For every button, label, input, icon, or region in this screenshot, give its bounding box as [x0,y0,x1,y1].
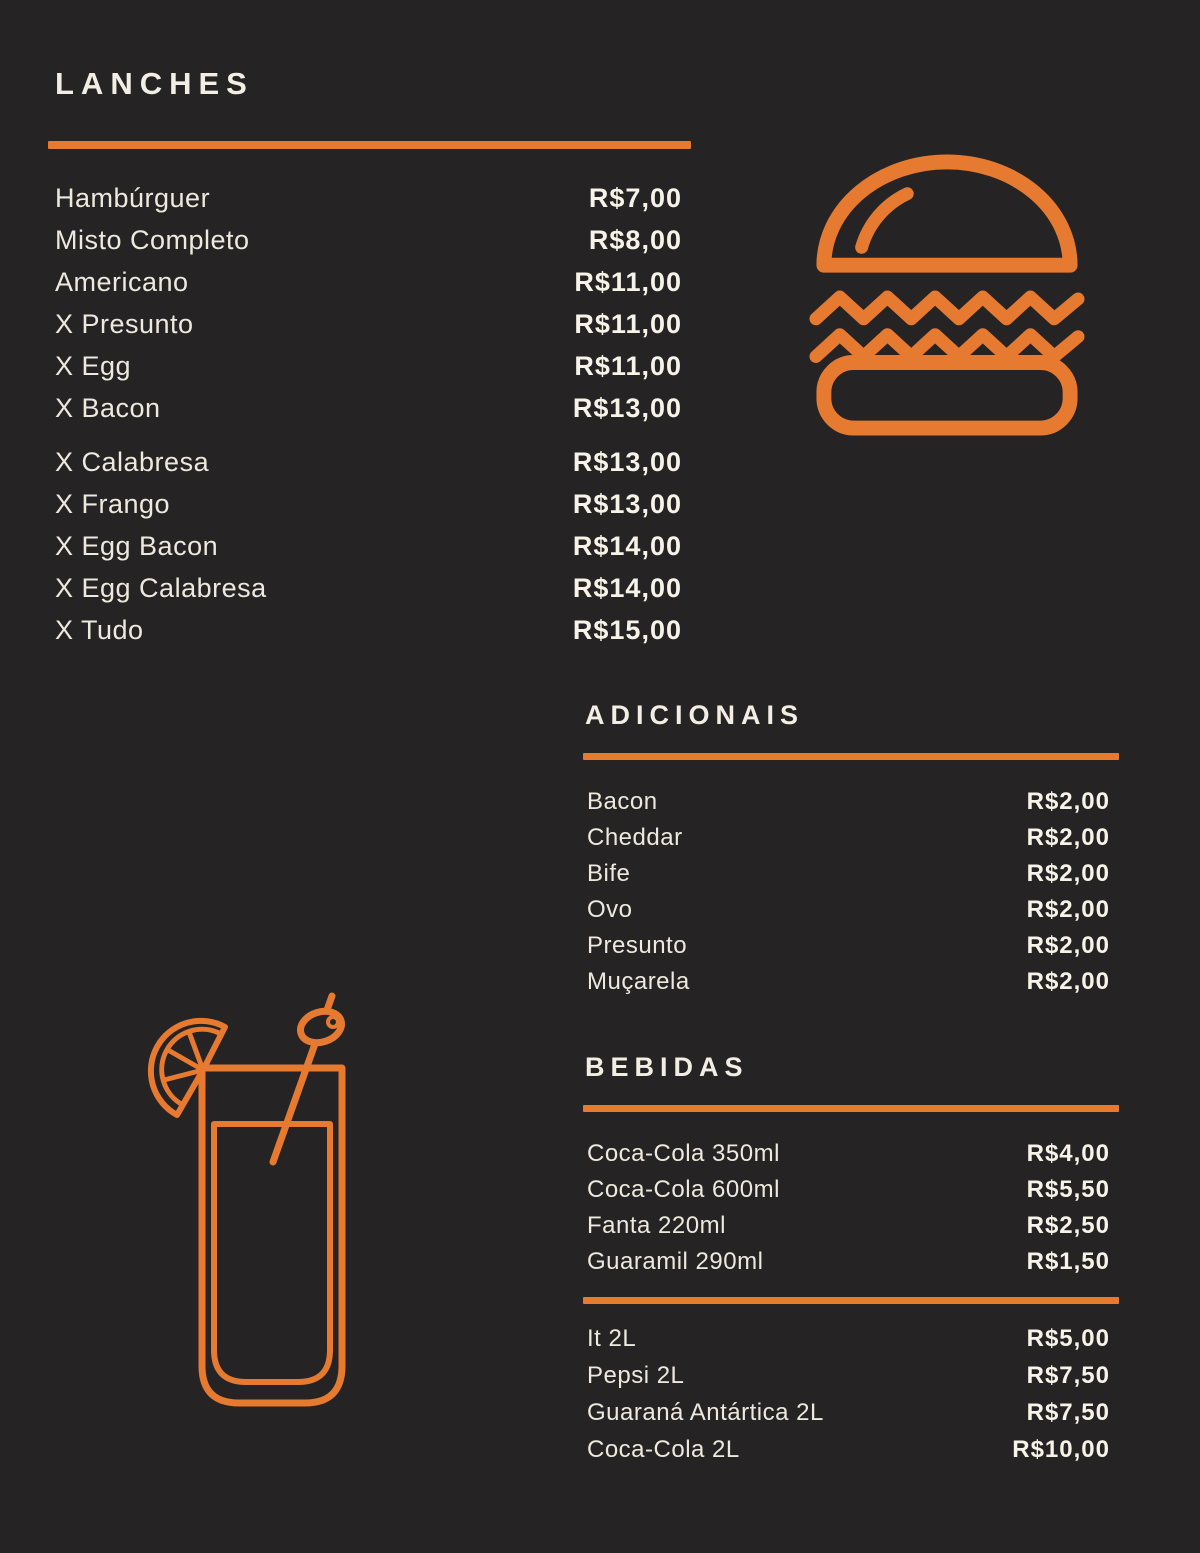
item-name: X Presunto [55,308,194,339]
menu-item-row [587,820,1110,856]
item-price: R$15,00 [572,614,682,645]
item-name: Bacon [587,788,658,815]
item-price: R$13,00 [572,488,682,519]
item-name: X Bacon [55,392,161,423]
item-name: X Egg Bacon [55,530,219,561]
menu-item-row [587,1136,1110,1172]
item-price: R$1,50 [1026,1248,1110,1275]
item-name: Americano [55,266,189,297]
item-price: R$10,00 [1012,1435,1110,1463]
lanches-list-group1 [55,177,682,429]
item-price: R$7,50 [1026,1398,1110,1426]
burger-bun-highlight [862,194,908,248]
item-name: Coca-Cola 2L [587,1435,740,1463]
item-price: R$14,00 [572,530,682,561]
item-name: Bife [587,860,631,887]
menu-item-row [55,609,682,651]
drink-glass-icon [145,990,355,1415]
glass-outline [202,1068,342,1403]
menu-item-row [55,261,682,303]
item-name: X Tudo [55,614,144,645]
item-name: Guaraná Antártica 2L [587,1398,824,1426]
menu-item-row [587,1208,1110,1244]
menu-item-row [587,892,1110,928]
lanches-divider [48,141,691,149]
item-price: R$11,00 [574,266,682,297]
olive [296,1006,345,1048]
item-price: R$2,00 [1026,824,1110,851]
item-price: R$13,00 [572,392,682,423]
adicionais-section-title: ADICIONAIS [585,700,805,730]
item-price: R$5,50 [1026,1176,1110,1203]
bebidas-divider-2 [583,1297,1119,1304]
menu-item-row [55,567,682,609]
item-name: Cheddar [587,824,683,851]
item-price: R$11,00 [574,308,682,339]
menu-item-row [55,177,682,219]
burger-icon [808,148,1086,436]
item-price: R$14,00 [572,572,682,603]
item-price: R$2,00 [1026,860,1110,887]
menu-item-row [587,856,1110,892]
item-price: R$5,00 [1026,1324,1110,1352]
menu-item-row [587,928,1110,964]
menu-item-row [55,303,682,345]
item-price: R$13,00 [572,446,682,477]
item-name: Misto Completo [55,224,250,255]
menu-item-row [587,1320,1110,1357]
adicionais-list [587,784,1110,1000]
burger-lettuce-zigzag-2 [816,335,1078,357]
item-name: Fanta 220ml [587,1212,726,1239]
burger-bottom-bun [824,362,1070,428]
menu-item-row [55,441,682,483]
item-price: R$4,00 [1026,1140,1110,1167]
item-name: X Egg [55,350,132,381]
item-name: Guaramil 290ml [587,1248,764,1275]
menu-item-row [587,1244,1110,1280]
menu-item-row [55,483,682,525]
item-name: Coca-Cola 350ml [587,1140,780,1167]
item-price: R$2,00 [1026,968,1110,995]
menu-item-row [587,1431,1110,1468]
menu-item-row [587,784,1110,820]
menu-item-row [55,387,682,429]
item-name: Presunto [587,932,688,959]
item-name: Muçarela [587,968,690,995]
item-name: X Egg Calabresa [55,572,267,603]
menu-item-row [587,1172,1110,1208]
item-price: R$2,00 [1026,932,1110,959]
item-price: R$7,50 [1026,1361,1110,1389]
menu-item-row [55,525,682,567]
bebidas-divider-1 [583,1105,1119,1112]
lanches-list-group2 [55,441,682,651]
item-name: Ovo [587,896,633,923]
item-price: R$2,00 [1026,896,1110,923]
item-price: R$2,50 [1026,1212,1110,1239]
item-name: X Calabresa [55,446,210,477]
item-name: Hambúrguer [55,182,211,213]
menu-item-row [587,1394,1110,1431]
menu-item-row [587,964,1110,1000]
item-price: R$2,00 [1026,788,1110,815]
item-name: Coca-Cola 600ml [587,1176,780,1203]
menu-item-row [55,345,682,387]
menu-item-row [587,1357,1110,1394]
burger-lettuce-zigzag-1 [816,297,1078,319]
menu-item-row [55,219,682,261]
item-name: Pepsi 2L [587,1361,685,1389]
item-price: R$11,00 [574,350,682,381]
bebidas-section-title: BEBIDAS [585,1052,749,1082]
lanches-section-title: LANCHES [55,66,254,101]
bebidas-list-group1 [587,1136,1110,1280]
item-name: X Frango [55,488,171,519]
adicionais-divider [583,753,1119,760]
item-price: R$7,00 [588,182,682,213]
item-price: R$8,00 [588,224,682,255]
bebidas-list-group2 [587,1320,1110,1468]
item-name: It 2L [587,1324,637,1352]
